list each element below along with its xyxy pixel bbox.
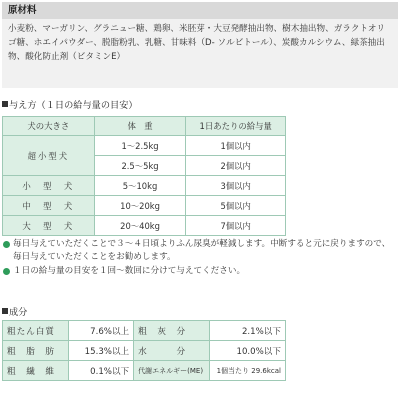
amount-cell: 3個以内 (186, 176, 286, 196)
component-value: 10.0%以下 (210, 341, 286, 361)
square-bullet-icon (2, 101, 8, 107)
weight-cell: 20〜40kg (94, 216, 186, 236)
dog-size-cell: 小 型 犬 (3, 176, 95, 196)
product-info-page (2, 2, 398, 398)
component-value: 0.1%以下 (68, 361, 134, 381)
table-row (3, 216, 286, 236)
note-text: 毎日与えていただくことで３〜４日頃よりふん尿臭が軽減します。中断すると元に戻りますので、毎日与えていただくことをお勧めします。 (13, 239, 391, 263)
component-label: 水 分 (134, 341, 210, 361)
green-dot-icon (3, 241, 10, 248)
feeding-title: 与え方（１日の給与量の目安） (9, 100, 138, 111)
component-value: 1個当たり 29.6kcal (210, 361, 286, 381)
feeding-table (2, 116, 286, 236)
dog-size-cell: 中 型 犬 (3, 196, 95, 216)
component-value: 2.1%以下 (210, 321, 286, 341)
ingredients-text: 小麦粉、マーガリン、グラニュー糖、鶏卵、米胚芽・大豆発酵抽出物、樹木抽出物、ガラクトオリゴ糖、ホエイパウダー、脱脂粉乳、乳糖、甘味料（D- ソルビトール）、炭酸カルシウム、緑茶抽出物、酸化防止剤（ビタミンE） (2, 19, 398, 88)
feeding-notes (2, 238, 398, 278)
header-daily-amount: 1日あたりの給与量 (186, 117, 286, 136)
note-text: １日の給与量の目安を１回〜数回に分けて与えてください。 (13, 265, 246, 276)
component-label: 粗 脂 肪 (3, 341, 69, 361)
component-label: 代謝エネルギー(ME) (134, 361, 210, 381)
note-item (2, 238, 398, 265)
ingredients-heading: 原材料 (2, 2, 398, 19)
header-weight: 体 重 (94, 117, 186, 136)
table-row (3, 136, 286, 156)
amount-cell: 5個以内 (186, 196, 286, 216)
component-label: 粗 灰 分 (134, 321, 210, 341)
component-label: 粗 繊 維 (3, 361, 69, 381)
header-dog-size: 犬の大きさ (3, 117, 95, 136)
component-label: 粗たん白質 (3, 321, 69, 341)
amount-cell: 1個以内 (186, 136, 286, 156)
amount-cell: 2個以内 (186, 156, 286, 176)
feeding-table-header (3, 117, 286, 136)
square-bullet-icon (2, 308, 8, 314)
components-table (2, 320, 286, 381)
components-title-row (2, 304, 27, 318)
weight-cell: 1〜2.5kg (94, 136, 186, 156)
component-value: 15.3%以上 (68, 341, 134, 361)
dog-size-cell: 大 型 犬 (3, 216, 95, 236)
feeding-title-row (2, 97, 138, 111)
table-row (3, 196, 286, 216)
dog-size-cell: 超小型犬 (3, 136, 95, 176)
note-item (2, 265, 398, 278)
table-row (3, 361, 286, 381)
table-row (3, 176, 286, 196)
table-row (3, 321, 286, 341)
components-table-wrap (2, 320, 286, 381)
weight-cell: 5〜10kg (94, 176, 186, 196)
components-title: 成分 (9, 307, 28, 318)
weight-cell: 2.5〜5kg (94, 156, 186, 176)
weight-cell: 10〜20kg (94, 196, 186, 216)
amount-cell: 7個以内 (186, 216, 286, 236)
green-dot-icon (3, 268, 10, 275)
component-value: 7.6%以上 (68, 321, 134, 341)
table-row (3, 341, 286, 361)
